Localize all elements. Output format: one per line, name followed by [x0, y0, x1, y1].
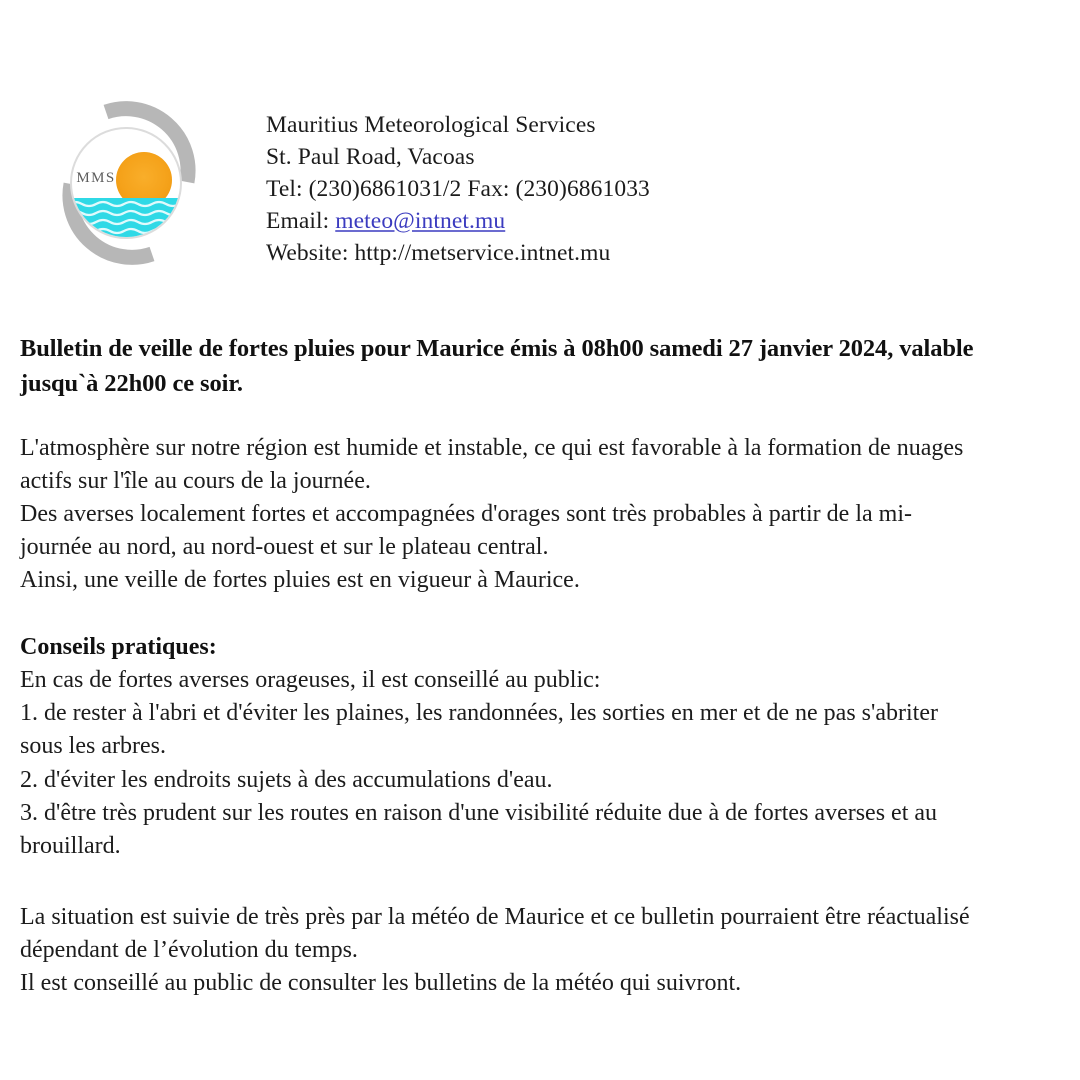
advice-list: [20, 697, 1058, 863]
advice-section: [20, 664, 1058, 863]
website-label: Website:: [266, 239, 349, 266]
website-address: http://metservice.intnet.mu: [354, 239, 611, 266]
organisation-email-row: [266, 206, 650, 238]
organisation-name: Mauritius Meteorological Services: [266, 112, 596, 138]
closing-line-2: dépendant de l’évolution du temps.: [20, 936, 358, 963]
advice-item-3-line-2: brouillard.: [20, 832, 121, 859]
organisation-address: St. Paul Road, Vacoas: [266, 143, 475, 170]
intro-line-4: journée au nord, au nord-ouest et sur le plateau central.: [20, 533, 549, 560]
logo-monogram-text: MMS: [76, 170, 116, 186]
advice-item-2-line-1: 2. d'éviter les endroits sujets à des accumulations d'eau.: [20, 766, 553, 793]
list-item: [20, 797, 1058, 863]
bulletin-body: [0, 332, 1080, 1000]
organisation-details: [214, 88, 650, 270]
closing-line-3: Il est conseillé au public de consulter les bulletins de la météo qui suivront.: [20, 970, 742, 997]
advice-item-1-line-2: sous les arbres.: [20, 733, 166, 760]
letterhead: [0, 0, 1080, 274]
intro-paragraph: [20, 432, 1058, 598]
email-label: Email:: [266, 207, 330, 234]
intro-line-3: Des averses localement fortes et accompagnées d'orages sont très probables à partir de la mi-: [20, 500, 912, 527]
logo-container: [44, 88, 214, 274]
advice-item-3-line-1: 3. d'être très prudent sur les routes en raison d'une visibilité réduite due à de fortes averses et au: [20, 799, 938, 826]
advice-heading: Conseils pratiques:: [20, 634, 217, 661]
intro-line-2: actifs sur l'île au cours de la journée.: [20, 467, 371, 494]
advice-item-1-line-1: 1. de rester à l'abri et d'éviter les plaines, les randonnées, les sorties en mer et de ne pas s'abriter: [20, 700, 938, 727]
bulletin-title-line-2: jusqu`à 22h00 ce soir.: [20, 369, 243, 397]
organisation-website-row: [266, 238, 650, 270]
list-item: [20, 764, 1058, 797]
intro-line-5: Ainsi, une veille de fortes pluies est en vigueur à Maurice.: [20, 567, 580, 593]
organisation-phone-fax: Tel: (230)6861031/2 Fax: (230)6861033: [266, 175, 650, 202]
email-link[interactable]: meteo@intnet.mu: [335, 207, 506, 234]
closing-paragraph: [20, 901, 1058, 1000]
list-item: [20, 697, 1058, 763]
intro-line-1: L'atmosphère sur notre région est humide et instable, ce qui est favorable à la formation de nuages: [20, 434, 964, 461]
closing-line-1: La situation est suivie de très près par la météo de Maurice et ce bulletin pourraient être réactualisé: [20, 903, 970, 930]
advice-lead-in: En cas de fortes averses orageuses, il est conseillé au public:: [20, 667, 601, 694]
bulletin-title: [20, 332, 1058, 402]
mms-logo-icon: [54, 92, 204, 274]
bulletin-title-line-1: Bulletin de veille de fortes pluies pour Maurice émis à 08h00 samedi 27 janvier 2024, valable: [20, 335, 974, 362]
